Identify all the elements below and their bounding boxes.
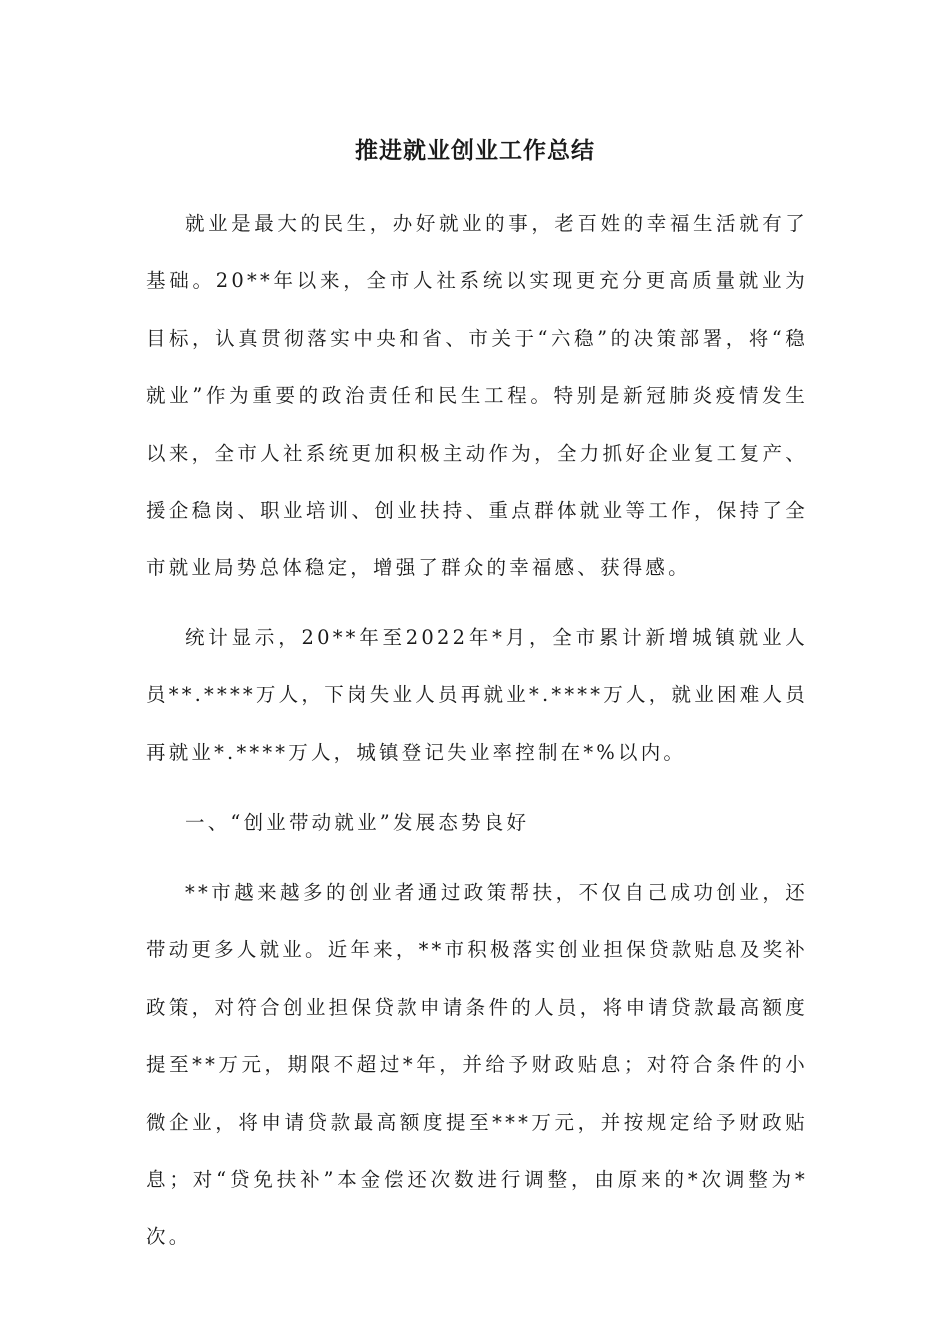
document-title: 推进就业创业工作总结 <box>355 138 595 164</box>
paragraph-statistics: 统计显示，20**年至2022年*月，全市累计新增城镇就业人员**.****万人，下岗失业人员再就业*.****万人，就业困难人员再就业*.****万人，城镇登记失业率控制在*%以内。 <box>146 626 808 764</box>
paragraph-intro: 就业是最大的民生，办好就业的事，老百姓的幸福生活就有了基础。20**年以来，全市人社系统以实现更充分更高质量就业为目标，认真贯彻落实中央和省、市关于“六稳”的决策部署，将“稳就业”作为重要的政治责任和民生工程。特别是新冠肺炎疫情发生以来，全市人社系统更加积极主动作为，全力抓好企业复工复产、援企稳岗、职业培训、创业扶持、重点群体就业等工作，保持了全市就业局势总体稳定，增强了群众的幸福感、获得感。 <box>146 212 808 580</box>
section-heading: 一、“创业带动就业”发展态势良好 <box>185 811 530 834</box>
paragraph-entrepreneurship: **市越来越多的创业者通过政策帮扶，不仅自己成功创业，还带动更多人就业。近年来，**市积极落实创业担保贷款贴息及奖补政策，对符合创业担保贷款申请条件的人员，将申请贷款最高额度提至**万元，期限不超过*年，并给予财政贴息；对符合条件的小微企业，将申请贷款最高额度提至***万元，并按规定给予财政贴息；对“贷免扶补”本金偿还次数进行调整，由原来的*次调整为*次。 <box>146 881 808 1249</box>
